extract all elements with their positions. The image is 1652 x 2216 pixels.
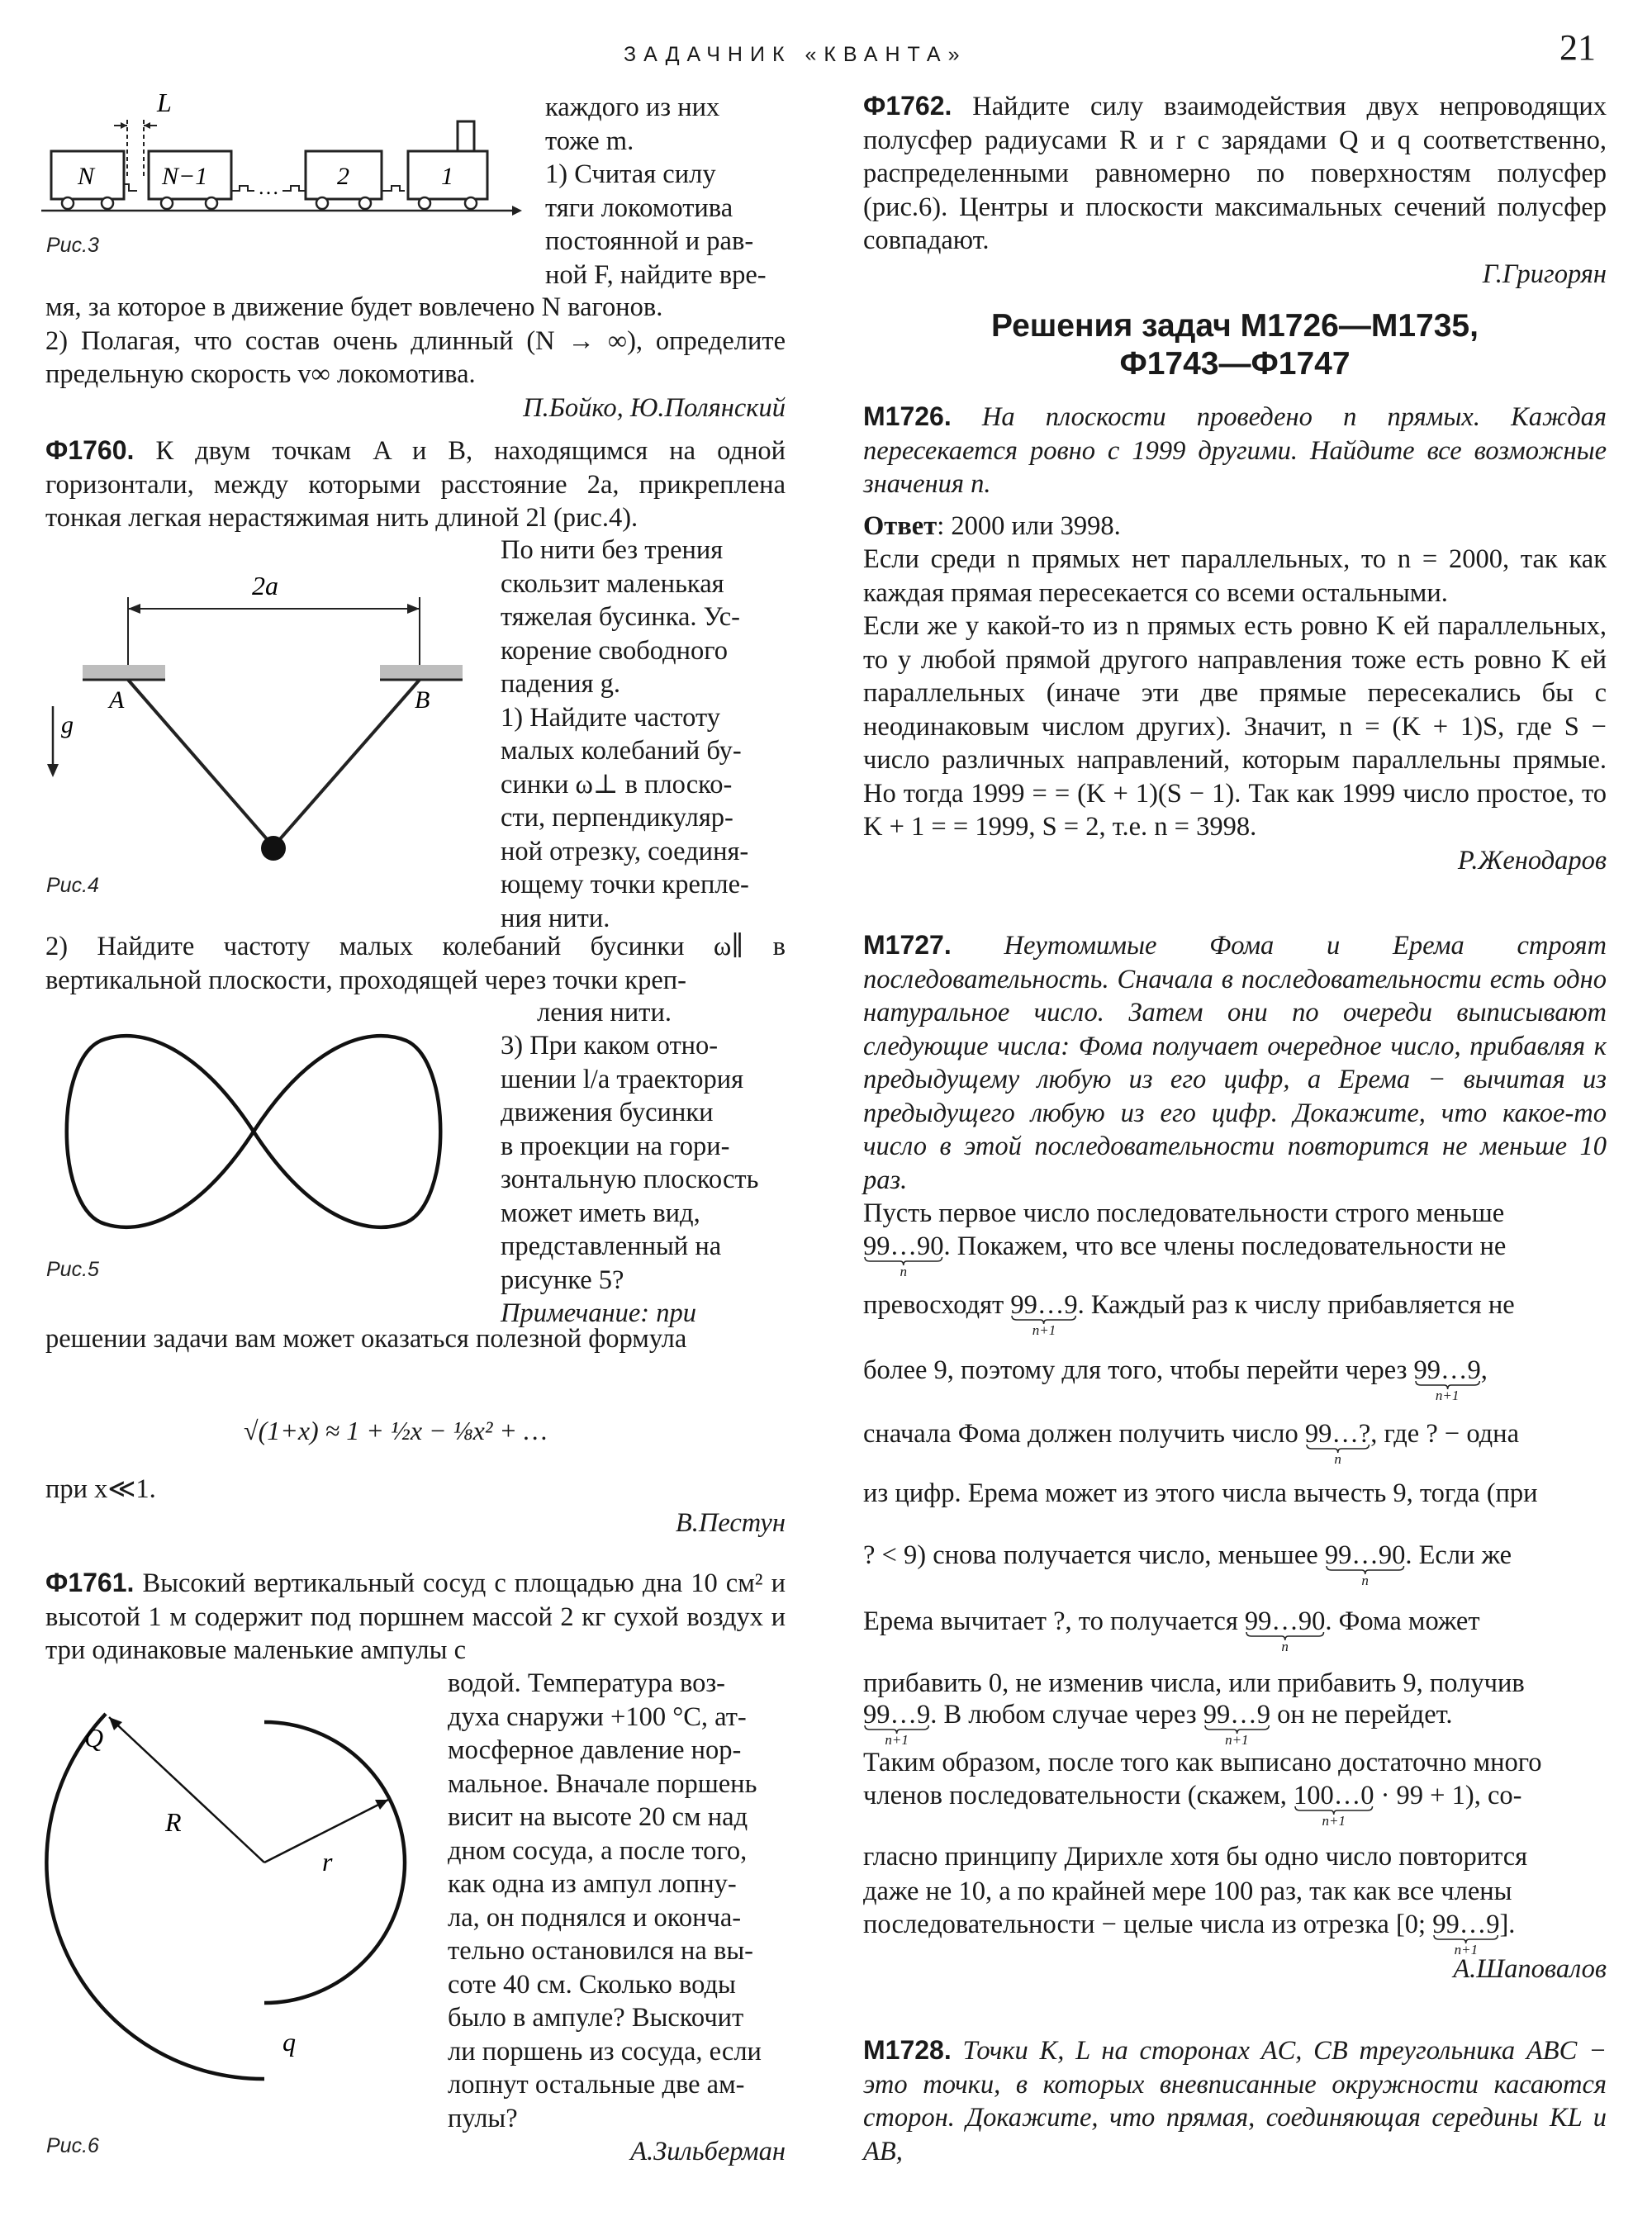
side-line: пулы?: [448, 2103, 518, 2133]
paragraph: гласно принципу Дирихле хотя бы одно число повторится: [863, 1842, 1528, 1872]
underbrace-mark: [1305, 1444, 1370, 1454]
problem-statement: Точки K, L на сторонах AC, CB треугольника ABC − это точки, в которых вневписанные окружности касаются сторон. Докажите, что прямая, соединяющая середины KL и AB,: [863, 2036, 1607, 2166]
author: А.Шаповалов: [1453, 1954, 1607, 1984]
author: Г.Григорян: [1482, 259, 1607, 289]
side-line: падения g.: [501, 669, 621, 699]
side-line: в проекции на гори-: [501, 1131, 730, 1161]
taylor-formula: √(1+x) ≈ 1 + ½x − ⅛x² + …: [244, 1416, 548, 1445]
underbrace-mark: [1414, 1380, 1481, 1390]
fig6-label-R: R: [165, 1807, 182, 1837]
side-line: ной F, найдите вре-: [545, 259, 767, 290]
math-underbrace: 99…90 n: [1244, 1606, 1326, 1654]
underbrace-mark: [1203, 1725, 1270, 1734]
side-line: ла, он поднялся и оконча-: [448, 1902, 742, 1933]
side-line: представленный на: [501, 1231, 722, 1261]
problem-text: Найдите силу взаимодействия двух непроводящих полусфер радиусами R и r с зарядами Q и q соответственно, распределенными равномерно по поверхностям полусфер (рис.6). Центры и плоскости максимальных сечений полусфер совпадают.: [863, 92, 1607, 255]
page-header: [0, 27, 1652, 73]
side-line: тельно остановился на вы-: [448, 1936, 753, 1966]
author: В.Пестун: [675, 1507, 786, 1538]
paragraph: Если среди n прямых нет параллельных, то n = 2000, так как каждая прямая пересекается со всеми остальными.: [863, 544, 1607, 608]
side-line: По нити без трения: [501, 535, 724, 565]
problem-id: М1726.: [863, 401, 952, 431]
paragraph: Если же у какой-то из n прямых есть ровно K ей параллельных, то у любой прямой другого направления тоже есть ровно K ей параллельных (иначе эти две прямые пересекались бы с неодинаковым числом других). Значит, n = (K + 1)S, где S − число различных направлений, которым параллельны прямые. Но тогда 1999 = = (K + 1)(S − 1). Так как 1999 число простое, то K + 1 = = 1999, S = 2, т.е. n = 3998.: [863, 611, 1607, 842]
fig3-label-N: N: [78, 163, 95, 190]
answer-text: : 2000 или 3998.: [937, 510, 1121, 541]
side-line: мальное. Вначале поршень: [448, 1768, 757, 1799]
author: А.Зильберман: [630, 2137, 786, 2166]
side-line: 1) Найдите частоту: [501, 702, 720, 733]
f1760-q2: [45, 930, 786, 997]
problem-f1761: [45, 1566, 786, 1668]
side-line: постоянной и рав-: [545, 226, 754, 256]
problem-statement: Неутомимые Фома и Ерема строят последовательность. Сначала в последовательности есть одно натуральное число. Затем они по очереди выписывают следующие числа: Фома получает очередное число, прибавляя к предыдущему любую из его цифр, а Ерема − вычитая из предыдущего любую из его цифр. Докажите, что какое-то число в этой последовательности повторится не меньше 10 раз.: [863, 931, 1607, 1195]
underbrace-mark: [863, 1256, 944, 1266]
math-underbrace: 99…90 n: [863, 1231, 944, 1279]
f1760-side-text: [501, 534, 786, 935]
problem-id: М1727.: [863, 930, 952, 960]
underbrace-mark: [1294, 1806, 1374, 1815]
paragraph: решении задачи вам может оказаться полезной формула: [45, 1324, 687, 1354]
paragraph: Пусть первое число последовательности строго меньше: [863, 1198, 1505, 1228]
side-line: может иметь вид,: [501, 1198, 700, 1228]
fig4-label-B: B: [415, 686, 430, 714]
side-line: синки ω⊥ в плоско-: [501, 769, 733, 800]
side-line: ной отрезку, соединя-: [501, 836, 749, 866]
paragraph: мя, за которое в движение будет вовлечено N вагонов.: [45, 292, 663, 322]
side-line: водой. Температура воз-: [448, 1668, 725, 1698]
f1761-side-text: [448, 1667, 786, 2169]
side-line: соте 40 см. Сколько воды: [448, 1969, 736, 2000]
paragraph: 2) Найдите частоту малых колебаний бусинки ω∥ в вертикальной плоскости, проходящей через точки креп-: [45, 932, 786, 995]
page-number: 21: [1559, 27, 1596, 68]
side-line: ли поршень из сосуда, если: [448, 2036, 762, 2067]
paragraph: из цифр. Ерема может из этого числа вычесть 9, тогда (при: [863, 1478, 1538, 1508]
underbrace-mark: [1245, 1631, 1326, 1641]
side-line: лопнут остальные две ам-: [448, 2070, 745, 2100]
fig4-caption: Рис.4: [46, 874, 99, 897]
fig4-label-2a: 2a: [252, 571, 278, 600]
side-line: 1) Считая силу: [545, 159, 716, 189]
side-line: было в ампуле? Выскочит: [448, 2003, 744, 2033]
side-line: ления нити.: [537, 998, 672, 1027]
problem-id: М1728.: [863, 2035, 952, 2065]
fig3-caption: Рис.3: [46, 234, 99, 257]
side-line: скользит маленькая: [501, 568, 724, 599]
author: Р.Женодаров: [1457, 845, 1607, 875]
side-line: тоже m.: [545, 126, 634, 156]
paragraph: 2) Полагая, что состав очень длинный (N → ∞), определите предельную скорость v∞ локомотива.: [45, 325, 786, 389]
f1760-q3-side-text: [501, 1029, 786, 1331]
side-line: ния нити.: [501, 903, 610, 933]
paragraph: Таким образом, после того как выписано достаточно много: [863, 1748, 1542, 1777]
answer-label: Ответ: [863, 510, 938, 541]
underbrace-mark: [863, 1725, 930, 1734]
side-line: висит на высоте 20 см над: [448, 1802, 748, 1832]
side-line: тяжелая бусинка. Ус-: [501, 602, 740, 632]
problem-text: К двум точкам A и B, находящимся на одной горизонтали, между которыми расстояние 2a, прикреплена тонкая легкая нерастяжимая нить длиной 2l (рис.4).: [45, 436, 786, 533]
side-line: сти, перпендикуляр-: [501, 803, 733, 833]
side-line: корение свободного: [501, 635, 728, 666]
problem-f1760: [45, 434, 786, 535]
figure-5-figure-eight: [43, 1016, 472, 1247]
side-line: зонтальную плоскость: [501, 1165, 759, 1194]
side-line: духа снаружи +100 °C, ат-: [448, 1701, 747, 1732]
running-title: ЗАДАЧНИК «КВАНТА»: [624, 43, 967, 66]
problem-f1762: [863, 89, 1607, 291]
svg-text:…: …: [258, 175, 279, 199]
math-underbrace: 99…9 n+1: [1432, 1910, 1500, 1957]
math-underbrace: 100…0 n+1: [1293, 1781, 1374, 1829]
problem-id: Ф1762.: [863, 91, 952, 121]
side-line: 3) При каком отно-: [501, 1031, 719, 1061]
underbrace-mark: [1325, 1565, 1406, 1575]
underbrace-mark: [1010, 1315, 1077, 1325]
figure-3-train: [41, 87, 520, 227]
m1727-solution-body: Пусть первое число последовательности строго меньше 99…90 n . Покажем, что все члены последовательности не превосходят 99…9 n+1 . Каждый раз к числу прибавляется не более 9, поэтому для того, чтобы перейти через 99…9 n+1 , сначала Фома должен получить число 99…? n , где ? − одна из цифр. Ерема может из этого числа вычесть 9, тогда (при ? < 9) снова получается число, меньшее 99…90 n . Если же Ерема вычитает ?, то получается 99…90 n . Фома может прибавить 0, не изменив числа, или прибавить 9, получив 99…9 n+1 . В любом случае через 99…9 n+1 он не перейдет. Таким образом, после того как выписано достаточно много членов последовательности (скажем, 100…0 n+1 · 99 + 1), со- гласно принципу Дирихле хотя бы одно число повторится даже не 10, а по крайней мере 100 раз, так как все члены последовательности − целые числа из отрезка [0; 99…9 n+1 ]. А.Шаповалов: [863, 1198, 1607, 1984]
math-underbrace: 99…9 n+1: [1010, 1290, 1078, 1338]
figure-4-pendulum: [41, 566, 504, 880]
fig6-label-q: q: [282, 2027, 296, 2057]
side-line: как одна из ампул лопну-: [448, 1869, 737, 1899]
problem-m1728: [863, 2033, 1607, 2168]
fig6-label-Q: Q: [84, 1723, 104, 1753]
fig6-label-r: r: [322, 1847, 333, 1877]
side-line: каждого из них: [545, 93, 720, 122]
side-line: мосферное давление нор-: [448, 1735, 742, 1765]
problem-id: Ф1761.: [45, 1568, 135, 1597]
side-line: малых колебаний бу-: [501, 736, 742, 766]
f1759-side-text: [545, 91, 785, 292]
solutions-title-line-2: Ф1743—Ф1747: [1119, 346, 1351, 382]
fig3-label-L: L: [157, 88, 172, 117]
paragraph: при x≪1.: [45, 1474, 156, 1504]
side-line: Примечание: при: [501, 1298, 696, 1328]
f1759-text-continued: [45, 291, 786, 425]
fig3-label-1: 1: [441, 163, 453, 190]
fig3-label-2: 2: [337, 163, 349, 190]
fig4-label-g: g: [61, 711, 74, 738]
math-underbrace: 99…9 n+1: [863, 1700, 931, 1748]
side-line: дном сосуда, а после того,: [448, 1835, 748, 1866]
f1760-q2-end: [537, 996, 785, 1030]
math-underbrace: 99…9 n+1: [1413, 1355, 1481, 1403]
solution-m1726: [863, 400, 1607, 877]
side-line: рисунке 5?: [501, 1265, 624, 1295]
solutions-title: [863, 307, 1607, 383]
fig4-label-A: A: [109, 686, 125, 714]
fig6-caption: Рис.6: [46, 2134, 99, 2157]
solutions-title-line-1: Решения задач М1726—М1735,: [991, 308, 1479, 344]
math-underbrace: 99…9 n+1: [1203, 1700, 1270, 1748]
side-line: движения бусинки: [501, 1098, 714, 1127]
figure-6-hemispheres: [41, 1714, 430, 2110]
underbrace-mark: [1432, 1934, 1499, 1944]
fig3-label-N1: N−1: [162, 163, 208, 190]
math-underbrace: 99…? n: [1304, 1419, 1371, 1467]
side-line: шении l/a траектория: [501, 1064, 744, 1094]
solution-m1727: [863, 928, 1607, 1197]
f1760-note: [45, 1322, 786, 1356]
author: П.Бойко, Ю.Полянский: [523, 392, 786, 423]
f1760-formula-tail: [45, 1473, 786, 1540]
problem-id: Ф1760.: [45, 435, 135, 465]
problem-text: Высокий вертикальный сосуд с площадью дна 10 см² и высотой 1 м содержит под поршнем массой 2 кг сухой воздух и три одинаковые маленькие ампулы с: [45, 1568, 786, 1665]
paragraph: даже не 10, а по крайней мере 100 раз, так как все члены: [863, 1877, 1512, 1906]
fig5-caption: Рис.5: [46, 1258, 99, 1281]
paragraph: прибавить 0, не изменив числа, или прибавить 9, получив: [863, 1668, 1525, 1698]
math-underbrace: 99…90 n: [1324, 1540, 1406, 1588]
problem-statement: На плоскости проведено n прямых. Каждая пересекается ровно с 1999 другими. Найдите все возможные значения n.: [863, 402, 1607, 499]
side-line: тяги локомотива: [545, 192, 733, 223]
side-line: ющему точки крепле-: [501, 870, 749, 899]
